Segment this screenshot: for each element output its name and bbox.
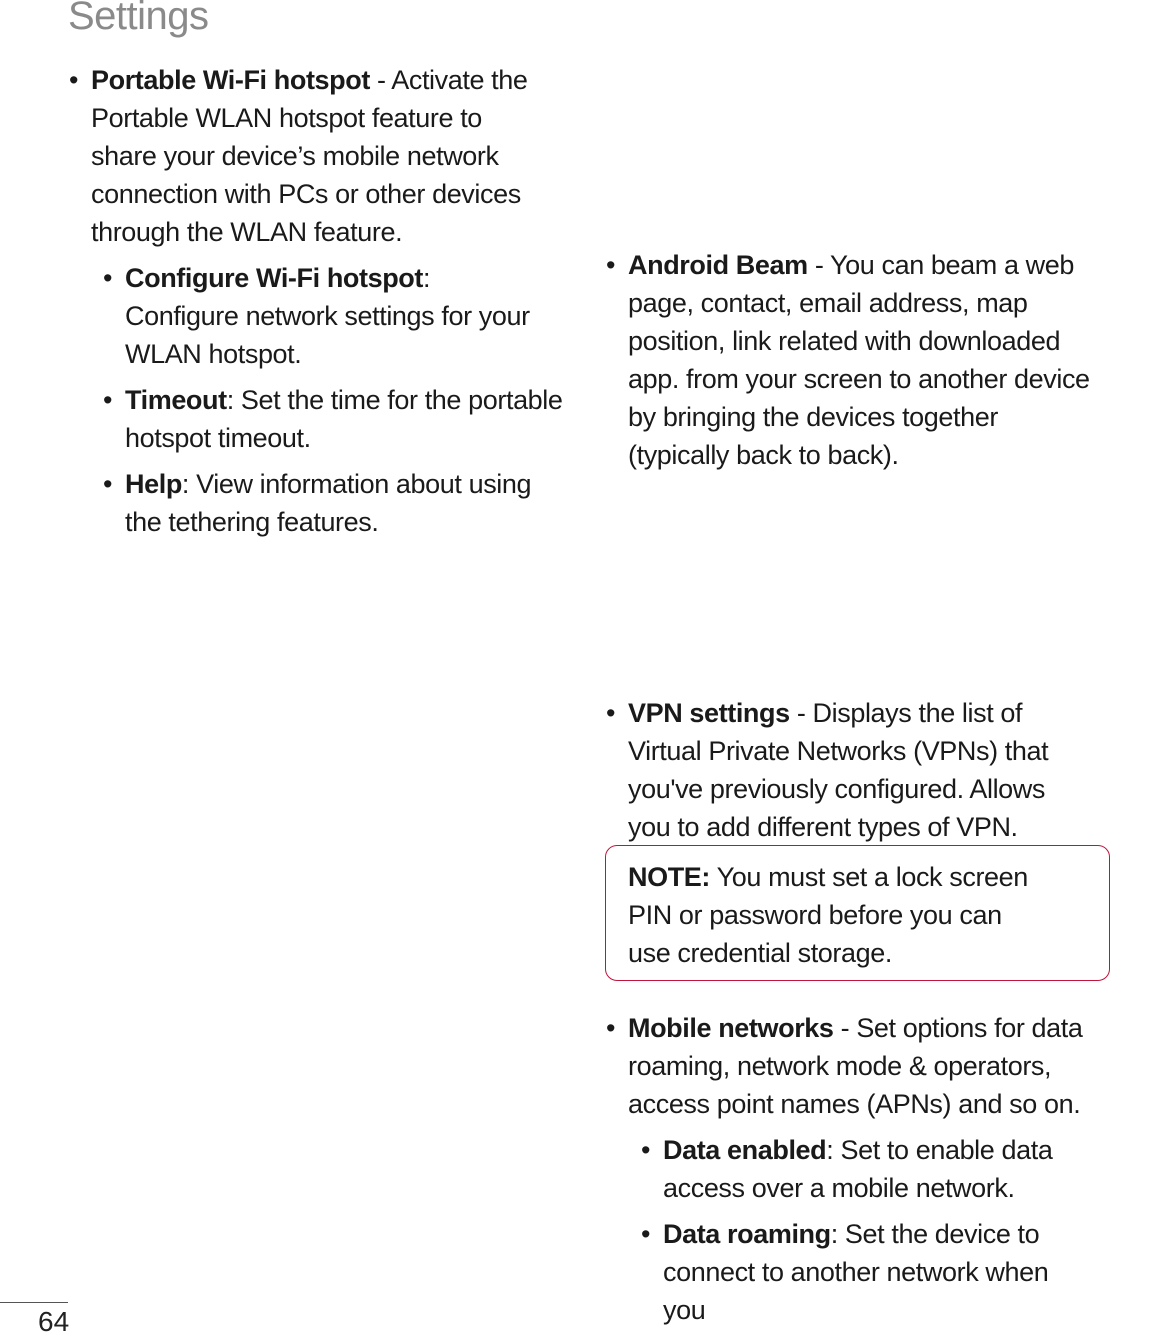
desc-portable-hotspot: - Activate the Portable WLAN hotspot feature to share your device’s mobile network connection with PCs or other devices through the WLAN feature. — [91, 65, 528, 247]
right-column-beam — [606, 246, 1098, 474]
bullet-icon: • — [103, 469, 113, 499]
note-box — [605, 845, 1110, 981]
left-column — [69, 61, 563, 541]
term-mobile-networks: Mobile networks — [628, 1013, 834, 1043]
desc-data-roaming: : Set the device to connect to another network when you — [663, 1219, 1049, 1325]
term-help: Help — [125, 469, 182, 499]
note-text: You must set a lock screen PIN or password before you can use credential storage. — [628, 862, 1028, 968]
list-item-mobile-networks — [606, 1009, 1083, 1123]
term-vpn-settings: VPN settings — [628, 698, 790, 728]
sub-list-mobile — [641, 1131, 1098, 1329]
sub-item-help — [103, 465, 570, 541]
sub-list-hotspot — [103, 259, 563, 541]
bullet-icon: • — [641, 1219, 651, 1249]
desc-configure-hotspot: : Configure network settings for your WLAN hotspot. — [125, 263, 530, 369]
desc-data-enabled: : Set to enable data access over a mobile network. — [663, 1135, 1053, 1203]
term-data-enabled: Data enabled — [663, 1135, 827, 1165]
list-item-android-beam — [606, 246, 1098, 474]
list-item-portable-hotspot — [69, 61, 551, 251]
desc-vpn-settings: - Displays the list of Virtual Private Networks (VPNs) that you've previously configured. Allows you to add different types of VPN. — [628, 698, 1049, 842]
bullet-icon: • — [606, 1013, 616, 1043]
sub-item-timeout — [103, 381, 565, 457]
term-configure-hotspot: Configure Wi-Fi hotspot — [125, 263, 423, 293]
bullet-icon: • — [641, 1135, 651, 1165]
list-item-vpn-settings — [606, 694, 1093, 846]
page-header: Settings — [68, 0, 209, 38]
bullet-icon: • — [606, 250, 616, 280]
sub-item-configure-hotspot — [103, 259, 545, 373]
note-label: NOTE: — [628, 862, 710, 892]
bullet-icon: • — [69, 65, 79, 95]
term-data-roaming: Data roaming — [663, 1219, 831, 1249]
bullet-icon: • — [606, 698, 616, 728]
term-portable-hotspot: Portable Wi-Fi hotspot — [91, 65, 370, 95]
note-content — [628, 858, 1048, 972]
desc-mobile-networks: - Set options for data roaming, network mode & operators, access point names (APNs) and so on. — [628, 1013, 1083, 1119]
desc-android-beam: - You can beam a web page, contact, email address, map position, link related with downloaded app. from your screen to another device by bringing the devices together (typically back to back). — [628, 250, 1090, 470]
sub-item-data-roaming — [641, 1215, 1093, 1329]
footer-rule — [0, 1302, 68, 1303]
desc-help: : View information about using the tethering features. — [125, 469, 532, 537]
term-timeout: Timeout — [125, 385, 227, 415]
bullet-icon: • — [103, 385, 113, 415]
term-android-beam: Android Beam — [628, 250, 808, 280]
page-number: 64 — [38, 1306, 70, 1337]
right-column-mobile — [606, 1009, 1098, 1329]
sub-item-data-enabled — [641, 1131, 1063, 1207]
right-column-vpn — [606, 694, 1093, 846]
bullet-icon: • — [103, 263, 113, 293]
desc-timeout: : Set the time for the portable hotspot timeout. — [125, 385, 563, 453]
